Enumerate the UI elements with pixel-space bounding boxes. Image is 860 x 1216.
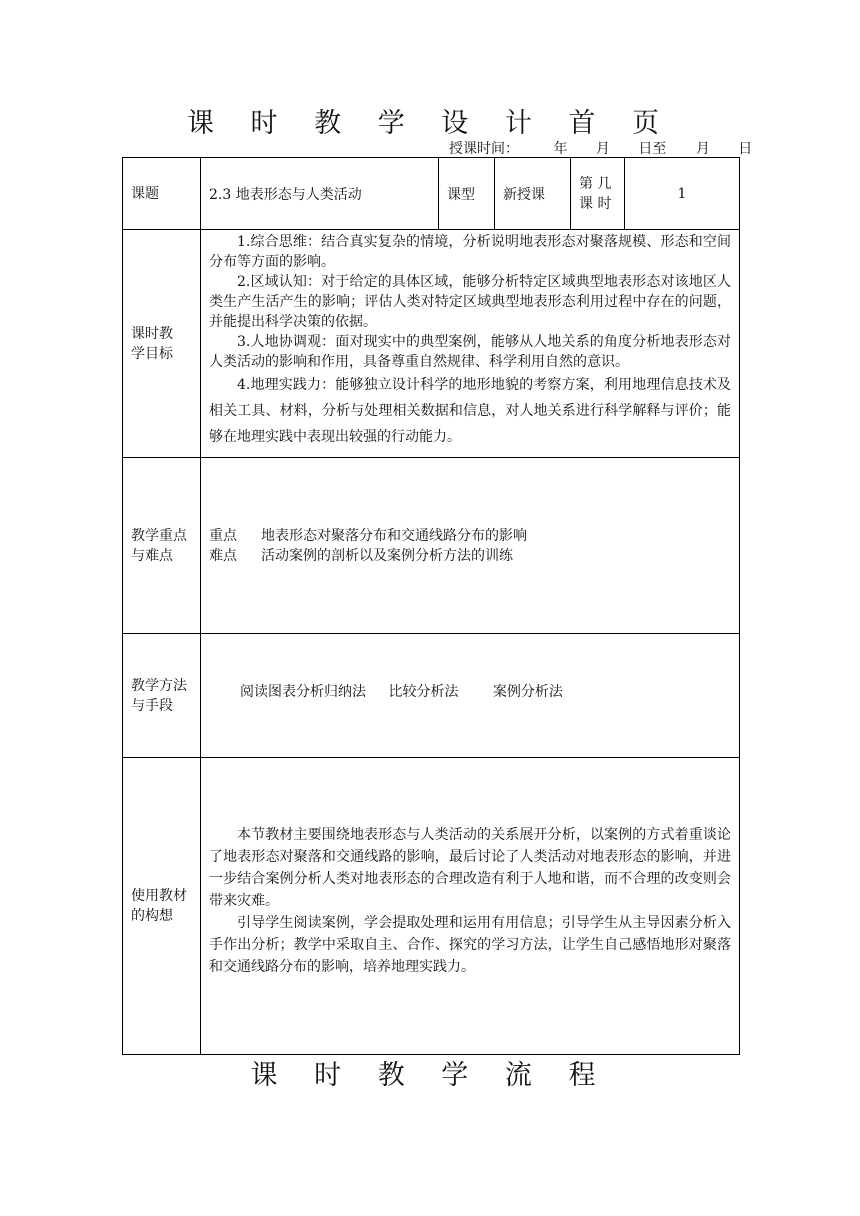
lesson-plan-table <box>122 157 740 1055</box>
type-value: 新授课 <box>495 158 571 230</box>
date-month: 月 <box>595 141 610 157</box>
material-row <box>123 758 740 1055</box>
objectives-label <box>123 230 201 458</box>
material-paragraph-1: 本节教材主要围绕地表形态与人类活动的关系展开分析，以案例的方式着重谈论了地表形态对聚落和交通线路的影响，最后讨论了人类活动对地表形态的影响，并进一步结合案例分析人类对地表形态的合理改造有利于人地和谐，而不合理的改变则会带来灾难。 <box>209 827 731 909</box>
material-content <box>201 758 740 1055</box>
difficulty-line <box>201 546 739 566</box>
material-label-line1: 使用教材 <box>131 888 187 904</box>
objectives-content <box>201 230 740 458</box>
method-2: 比较分析法 <box>388 683 459 700</box>
type-label: 课型 <box>439 158 495 230</box>
topic-value: 2.3 地表形态与人类活动 <box>201 158 439 230</box>
key-label: 重点 <box>209 527 237 544</box>
date-label: 授课时间： <box>449 141 519 157</box>
material-paragraph-2: 引导学生阅读案例，学会提取处理和运用有用信息；引导学生从主导因素分析入手作出分析；教学中采取自主、合作、探究的学习方法，让学生自己感悟地形对聚落和交通线路分布的影响，培养地理实践力。 <box>209 915 731 975</box>
objectives-label-line1: 课时教 <box>131 325 173 342</box>
objectives-row <box>123 230 740 458</box>
period-label-line2: 课 时 <box>579 195 612 212</box>
objective-item: 3.人地协调观：面对现实中的典型案例，能够从人地关系的角度分析地表形态对人类活动的影响和作用，具备尊重自然规律、科学利用自然的意识。 <box>209 334 731 370</box>
key-point-line <box>201 526 739 546</box>
page-title: 课 时 教 学 设 计 首 页 <box>186 108 674 139</box>
key-points-label-line1: 教学重点 <box>131 527 187 544</box>
objective-item: 4.地理实践力：能够独立设计科学的地形地貌的考察方案，利用地理信息技术及相关工具、材料，分析与处理相关数据和信息，对人地关系进行科学解释与评价；能够在地理实践中表现出较强的行动能力。 <box>209 377 731 445</box>
objectives-label-line2: 学目标 <box>131 345 173 362</box>
topic-label: 课题 <box>123 158 201 230</box>
difficulty-text: 活动案例的剖析以及案例分析方法的训练 <box>261 547 513 564</box>
period-label <box>571 158 625 230</box>
key-points-label-line2: 与难点 <box>131 547 173 564</box>
methods-label <box>123 634 201 758</box>
flow-title: 课 时 教 学 流 程 <box>250 1060 610 1091</box>
key-points-row <box>123 458 740 634</box>
methods-content <box>201 634 740 758</box>
date-month2: 月 <box>695 141 710 157</box>
methods-label-line2: 与手段 <box>131 697 173 714</box>
key-text: 地表形态对聚落分布和交通线路分布的影响 <box>261 527 527 544</box>
method-1: 阅读图表分析归纳法 <box>240 683 366 700</box>
date-year: 年 <box>553 141 568 157</box>
date-day2: 日 <box>738 141 753 157</box>
methods-row <box>123 634 740 758</box>
topic-row <box>123 158 740 230</box>
objective-item: 1.综合思维：结合真实复杂的情境，分析说明地表形态对聚落规模、形态和空间分布等方面的影响。 <box>209 234 731 270</box>
difficulty-label: 难点 <box>209 547 237 564</box>
period-value: 1 <box>625 158 740 230</box>
methods-label-line1: 教学方法 <box>131 677 187 694</box>
key-points-content <box>201 458 740 634</box>
material-label-line2: 的构想 <box>131 908 173 924</box>
date-day-to: 日至 <box>638 141 667 157</box>
lesson-date-line <box>449 138 752 158</box>
material-label <box>123 758 201 1055</box>
objective-item: 2.区域认知：对于给定的具体区域，能够分析特定区域典型地表形态对该地区人类生产生活产生的影响；评估人类对特定区域典型地表形态利用过程中存在的问题，并能提出科学决策的依据。 <box>209 274 731 330</box>
period-label-line1: 第 几 <box>579 175 612 192</box>
key-points-label <box>123 458 201 634</box>
method-3: 案例分析法 <box>492 683 563 700</box>
